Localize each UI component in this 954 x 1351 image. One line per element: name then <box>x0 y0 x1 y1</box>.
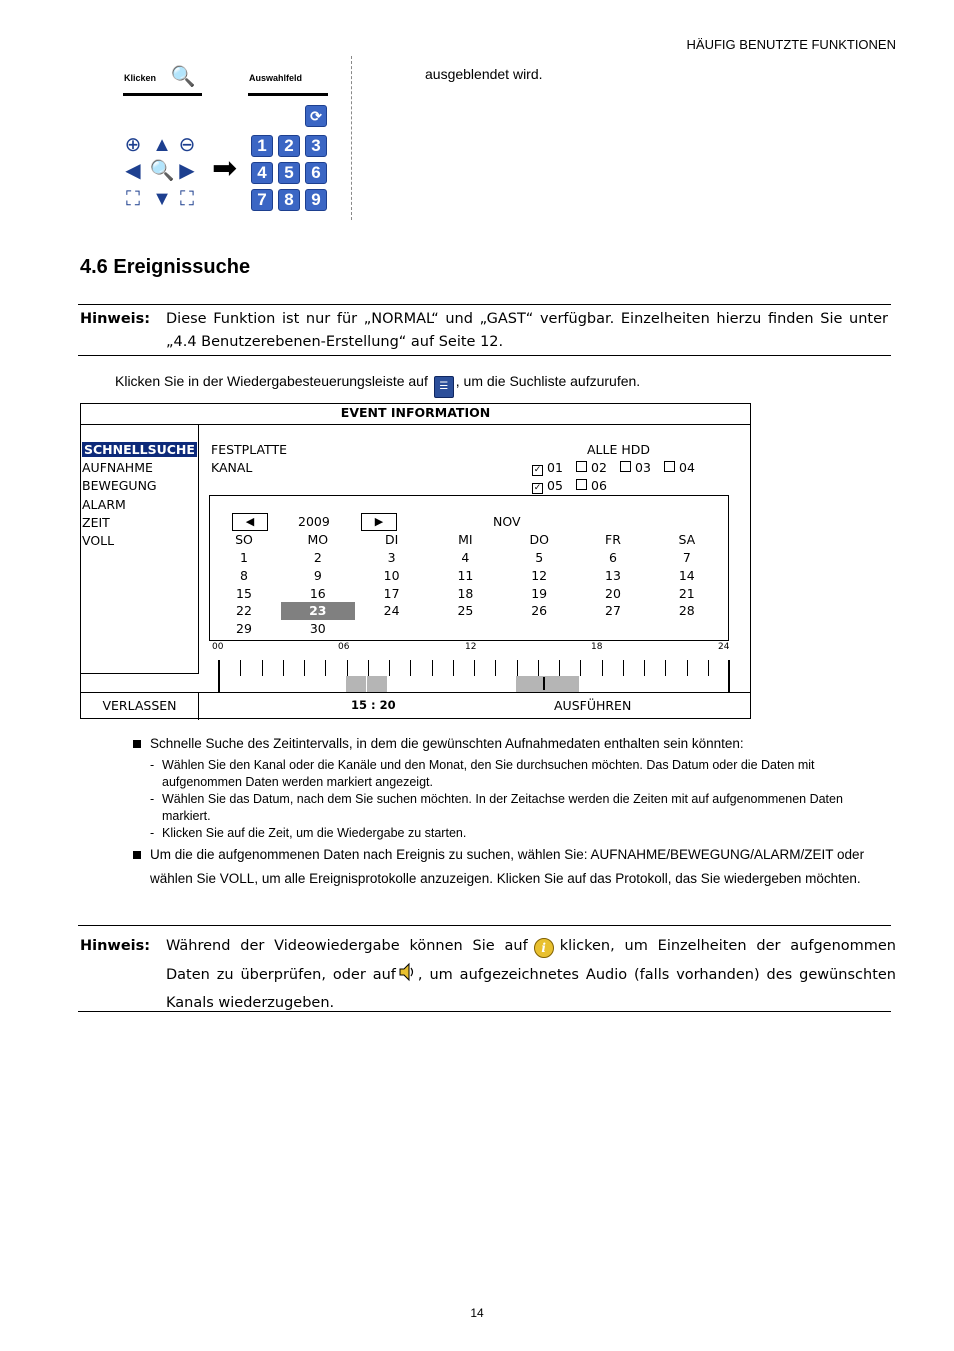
num-key: 2 <box>278 135 300 157</box>
running-header: HÄUFIG BENUTZTE FUNKTIONEN <box>686 37 896 52</box>
left-arrow-icon: ◀ <box>125 160 141 182</box>
expand-icon: ⛶ <box>126 188 140 210</box>
panel-title: EVENT INFORMATION <box>81 404 750 425</box>
channel-checkbox-04[interactable] <box>664 460 695 475</box>
divider <box>78 1011 891 1012</box>
calendar-day[interactable]: 2 <box>313 550 322 565</box>
continued-text: ausgeblendet wird. <box>425 66 543 82</box>
calendar <box>209 495 729 641</box>
channel-checkbox-03[interactable] <box>620 460 651 475</box>
timeline-tick <box>665 660 666 676</box>
channel-checkbox-06[interactable] <box>576 478 607 493</box>
calendar-day[interactable]: 9 <box>313 567 322 583</box>
channel-name: 06 <box>591 478 607 493</box>
menu-item-schnellsuche[interactable] <box>81 441 197 459</box>
prev-month-button[interactable]: ◀ <box>232 513 268 531</box>
menu-item-alarm[interactable]: ALARM <box>82 496 126 512</box>
channel-checkbox-01[interactable] <box>532 460 563 476</box>
timeline-bar[interactable] <box>218 660 730 693</box>
right-arrow-icon: ▶ <box>179 160 195 182</box>
timeline-tick <box>517 660 518 676</box>
calendar-day[interactable]: 4 <box>461 550 470 565</box>
page-number: 14 <box>470 1306 484 1320</box>
refresh-icon: ⟳ <box>305 105 327 127</box>
calendar-day[interactable]: 17 <box>383 585 400 601</box>
bullet-text: Schnelle Suche des Zeitintervalls, in dem die gewünschten Aufnahmedaten enthalten sein könnten: <box>150 736 744 751</box>
zoom-out-icon: ⊖ <box>178 134 196 156</box>
recorded-segment[interactable] <box>516 676 579 692</box>
search-menu <box>81 441 197 550</box>
intro-after: , um die Suchliste aufzurufen. <box>455 373 641 389</box>
menu-item-label: SCHNELLSUCHE <box>84 442 195 457</box>
checkbox-icon <box>620 461 631 472</box>
calendar-day[interactable]: 12 <box>531 567 548 583</box>
timeline-tick <box>728 660 729 692</box>
timeline-tick <box>495 660 496 676</box>
zoom-in-icon: ⊕ <box>124 134 142 156</box>
calendar-day[interactable]: 10 <box>383 567 400 583</box>
event-information-panel <box>80 403 751 719</box>
weekday-header: DO <box>529 532 549 547</box>
weekday-header: MO <box>307 532 329 547</box>
search-list-icon: ☰ <box>434 376 454 398</box>
calendar-day[interactable]: 27 <box>605 603 621 619</box>
num-key: 5 <box>278 162 300 184</box>
note-text-part: Während der Videowiedergabe können Sie auf <box>166 938 528 954</box>
calendar-day[interactable]: 30 <box>309 621 326 637</box>
calendar-day[interactable]: 7 <box>682 550 691 565</box>
time-cursor[interactable] <box>543 677 545 690</box>
timeline-tick <box>687 660 688 676</box>
intro-before: Klicken Sie in der Wiedergabesteuerungsleiste auf <box>115 373 428 389</box>
timeline-tick <box>580 660 581 676</box>
timeline-tick <box>283 660 284 676</box>
section-title: 4.6 Ereignissuche <box>80 256 251 278</box>
calendar-day[interactable]: 16 <box>309 585 326 601</box>
calendar-month: NOV <box>493 514 521 529</box>
panel-footer <box>81 692 750 720</box>
divider <box>78 355 891 356</box>
channel-name: 01 <box>547 460 563 475</box>
calendar-day[interactable]: 28 <box>678 603 695 619</box>
timeline-label: 00 <box>212 642 224 652</box>
time-display: 15 : 20 <box>351 698 396 712</box>
next-month-button[interactable]: ▶ <box>361 513 397 531</box>
execute-button[interactable]: AUSFÜHREN <box>554 698 632 713</box>
intro-text <box>115 373 640 398</box>
weekday-header: SA <box>678 532 696 547</box>
checkbox-icon <box>576 461 587 472</box>
up-arrow-icon: ▲ <box>152 134 172 156</box>
note-label: Hinweis: <box>80 938 151 954</box>
menu-item-bewegung[interactable]: BEWEGUNG <box>82 478 157 494</box>
divider <box>78 925 891 926</box>
channel-checkbox-05[interactable] <box>532 478 563 494</box>
calendar-day[interactable]: 11 <box>457 567 474 583</box>
sub-text: Wählen Sie das Datum, nach dem Sie suchen möchten. In der Zeitachse werden die Zeiten mit auf aufgenommenen Daten markiert. <box>162 792 843 823</box>
zoom-icon: 🔍 <box>170 66 196 88</box>
right-arrow-icon: ➡ <box>212 152 238 185</box>
divider <box>78 304 891 305</box>
calendar-day[interactable]: 20 <box>605 585 621 601</box>
calendar-day[interactable]: 24 <box>383 603 400 619</box>
calendar-day[interactable]: 25 <box>457 603 474 619</box>
calendar-day[interactable]: 5 <box>535 550 544 565</box>
num-key: 3 <box>305 135 327 157</box>
recorded-segment[interactable] <box>367 676 387 692</box>
timeline-tick <box>708 660 709 676</box>
channel-name: 04 <box>679 460 695 475</box>
num-key: 7 <box>251 189 273 211</box>
timeline-tick <box>347 660 348 676</box>
channel-name: 02 <box>591 460 607 475</box>
hdd-label: FESTPLATTE <box>211 442 287 457</box>
zoom-icon: 🔍 <box>149 160 175 182</box>
menu-item-voll[interactable]: VOLL <box>82 532 115 548</box>
calendar-day[interactable]: 14 <box>678 567 695 583</box>
calendar-day[interactable]: 21 <box>678 585 695 601</box>
collapse-icon: ⛶ <box>180 188 194 210</box>
note-text-part: klicken, um Einzelheiten der aufgenommen Daten zu überprüfen, oder auf <box>166 938 896 983</box>
channel-label: KANAL <box>211 460 253 475</box>
timeline-tick <box>453 660 454 676</box>
timeline-tick <box>219 660 220 692</box>
weekday-header: FR <box>605 532 621 547</box>
speaker-icon <box>398 960 416 984</box>
bullet-text: Um die die aufgenommenen Daten nach Ereignis zu suchen, wählen Sie: AUFNAHME/BEWEGUNG/ALARM/ZEIT oder wählen Sie VOLL, um alle Ereignisprotokolle anzuzeigen. Klicken Sie auf das Protokoll, das Sie wiedergeben möchten. <box>150 847 865 886</box>
num-key: 4 <box>251 162 273 184</box>
timeline-tick <box>325 660 326 676</box>
weekday-header: DI <box>384 532 399 547</box>
num-key: 8 <box>278 189 300 211</box>
timeline-tick <box>240 660 241 676</box>
exit-button[interactable]: VERLASSEN <box>102 698 177 713</box>
num-key: 9 <box>305 189 327 211</box>
down-arrow-icon: ▼ <box>152 188 172 210</box>
timeline-tick <box>623 660 624 676</box>
num-key: 1 <box>251 135 273 157</box>
checkbox-icon <box>576 479 587 490</box>
timeline-tick <box>474 660 475 676</box>
checkbox-checked-icon: ✓ <box>533 483 542 493</box>
weekday-header: SO <box>235 532 253 547</box>
channel-name: 05 <box>547 478 563 493</box>
calendar-day[interactable]: 8 <box>240 567 248 583</box>
timeline-tick <box>368 660 369 676</box>
column-divider <box>351 56 352 220</box>
note-text: Diese Funktion ist nur für „NORMAL“ und „GAST“ verfügbar. Einzelheiten hierzu finden Sie unter „4.4 Benutzerebenen-Erstellung“ auf Seite 12. <box>166 311 888 350</box>
dash-icon: - <box>150 758 155 772</box>
timeline-tick <box>538 660 539 676</box>
calendar-day[interactable]: 6 <box>609 550 617 565</box>
sub-text: Klicken Sie auf die Zeit, um die Wiedergabe zu starten. <box>162 826 467 840</box>
calendar-day-selected[interactable]: 23 <box>281 602 355 620</box>
timeline-tick <box>304 660 305 676</box>
calendar-day[interactable]: 26 <box>531 603 548 619</box>
timeline-tick <box>389 660 390 676</box>
note-text <box>166 932 896 1017</box>
calendar-day[interactable]: 1 <box>240 550 248 565</box>
remote-illustration <box>120 62 332 214</box>
timeline-tick <box>410 660 411 676</box>
hdd-select[interactable]: ALLE HDD <box>587 442 651 457</box>
note-box <box>80 308 890 354</box>
checkbox-icon <box>664 461 675 472</box>
timeline-label: 24 <box>718 642 730 652</box>
divider <box>248 93 328 96</box>
timeline-tick <box>559 660 560 676</box>
channel-checkbox-02[interactable] <box>576 460 607 475</box>
divider <box>198 693 199 720</box>
sub-text: Wählen Sie den Kanal oder die Kanäle und den Monat, den Sie durchsuchen möchten. Das Datum oder die Daten mit aufgenommen Daten werden markiert angezeigt. <box>162 758 815 789</box>
timeline-tick <box>262 660 263 676</box>
select-field-label: Auswahlfeld <box>249 73 303 83</box>
note-box <box>80 932 896 1010</box>
dash-icon: - <box>150 792 155 806</box>
info-icon: i <box>534 938 554 958</box>
menu-item-aufnahme[interactable]: AUFNAHME <box>82 460 153 476</box>
timeline-tick <box>644 660 645 676</box>
num-key: 6 <box>305 162 327 184</box>
note-label: Hinweis: <box>80 311 151 327</box>
timeline-tick <box>432 660 433 676</box>
checkbox-checked-icon: ✓ <box>533 465 542 475</box>
calendar-day[interactable]: 18 <box>457 585 474 601</box>
timeline-label: 06 <box>338 642 350 652</box>
calendar-year: 2009 <box>298 514 330 529</box>
divider <box>123 93 202 96</box>
calendar-day[interactable]: 13 <box>605 567 621 583</box>
bullet-icon <box>133 740 141 748</box>
timeline-label: 12 <box>465 642 477 652</box>
calendar-day[interactable]: 15 <box>236 585 252 601</box>
calendar-day[interactable]: 3 <box>387 550 396 565</box>
timeline-label: 18 <box>591 642 603 652</box>
calendar-day[interactable]: 19 <box>531 585 548 601</box>
bullet-icon <box>133 851 141 859</box>
timeline-tick <box>602 660 603 676</box>
recorded-segment[interactable] <box>346 676 366 692</box>
note-text-part: , um aufgezeichnetes Audio (falls vorhanden) des gewünschten Kanals wiederzugeben. <box>166 967 896 1011</box>
dash-icon: - <box>150 826 155 840</box>
weekday-header: MI <box>458 532 473 547</box>
menu-item-zeit[interactable]: ZEIT <box>82 514 110 530</box>
calendar-day[interactable]: 22 <box>236 603 252 619</box>
calendar-day[interactable]: 29 <box>236 621 252 637</box>
channel-name: 03 <box>635 460 651 475</box>
click-label: Klicken <box>124 73 157 83</box>
